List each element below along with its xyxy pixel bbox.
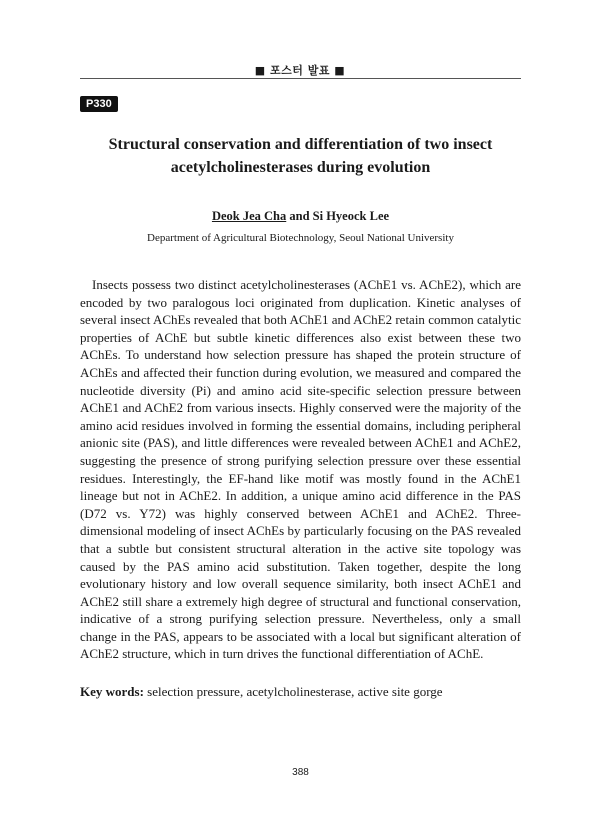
author-first: Deok Jea Cha bbox=[211, 209, 287, 223]
affiliation: Department of Agricultural Biotechnology, Seoul National University bbox=[147, 232, 454, 244]
author-second: Si Hyeock Lee bbox=[312, 209, 390, 223]
section-header: ■ 포스터 발표 ■ bbox=[254, 64, 346, 77]
poster-id-badge: P330 bbox=[80, 96, 118, 112]
abstract-body: Insects possess two distinct acetylcholinesterases (AChE1 vs. AChE2), which are encoded by two paralogous loci originated from duplication. Kinetic analyses of several insect AChEs revealed that both AChE1 and AChE2 retain common catalytic properties of AChE but subtle kinetic differences also exist between these two AChEs. To understand how selection pressure has shaped the protein structure of AChEs and affected their function during evolution, we measured and compared the nucleotide diversity (Pi) and amino acid site-specific selection pressure between AChE1 and AChE2 from various insects. Highly conserved were the majority of the amino acid residues involved in forming the essential domains, including peripheral anionic site (PAS), and little differences were revealed between AChE1 and AChE2, suggesting the presence of strong purifying selection pressure over these essential residues. Interestingly, the EF-hand like motif was mostly found in the AChE1 lineage but not in AChE2. In addition, a unique amino acid difference in the PAS (D72 vs. Y72) was highly conserved between AChE1 and AChE2. Three-dimensional modeling of insect AChEs by particularly focusing on the PAS revealed that a subtle but consistent structural alteration in the active site topology was caused by the PAS amino acid substitution. Taken together, despite the long evolutionary history and low overall sequence similarity, both insect AChE1 and AChE2 still share a extremely high degree of structural and functional conservation, indicative of a strong purifying selection pressure. Nevertheless, only a small change in the PAS, appears to be associated with a local but significant alteration of AChE2 structure, which in turn drives the functional differentiation of AChE. bbox=[80, 277, 521, 662]
author-line bbox=[80, 209, 521, 224]
page-number: 388 bbox=[292, 767, 309, 778]
header-divider bbox=[80, 78, 521, 79]
paper-title: Structural conservation and differentiation of two insect acetylcholinesterases during evolution bbox=[108, 136, 493, 176]
keywords-line bbox=[80, 683, 521, 700]
author-conjunction: and bbox=[286, 209, 313, 223]
keywords-label: Key words: bbox=[80, 684, 144, 699]
keywords-text: selection pressure, acetylcholinesterase, active site gorge bbox=[143, 684, 443, 699]
